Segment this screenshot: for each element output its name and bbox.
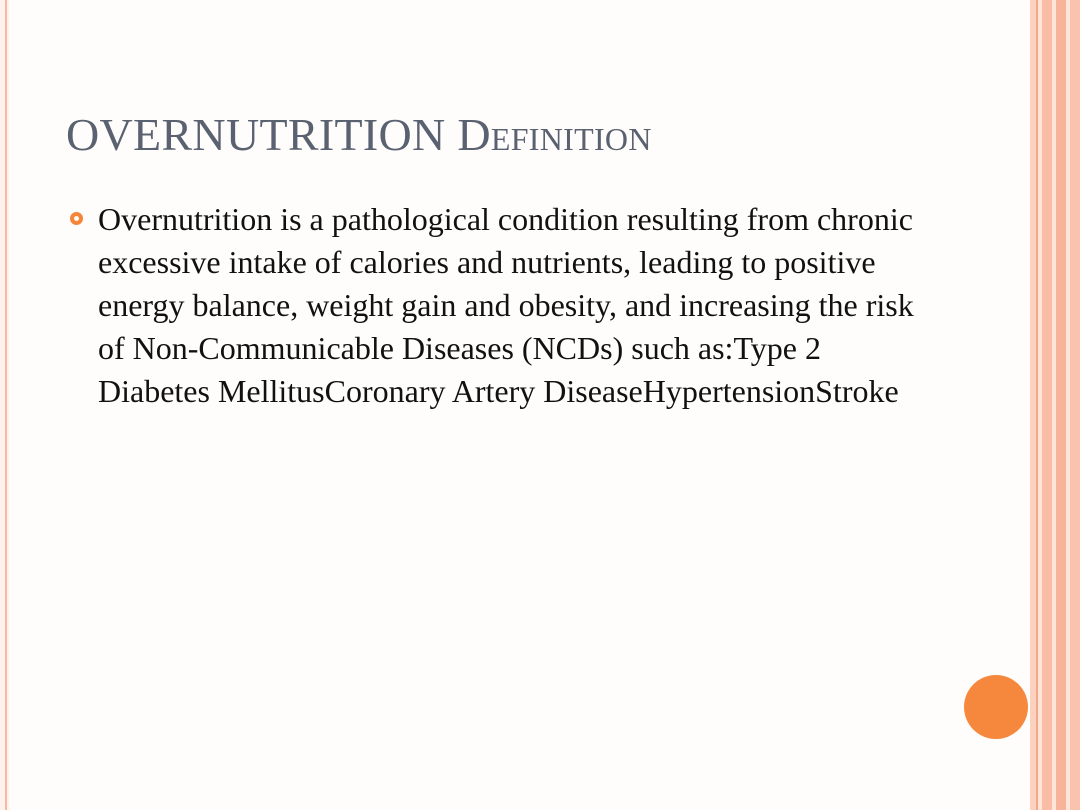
orange-circle-decoration — [964, 675, 1028, 739]
bullet-item: Overnutrition is a pathological condition resulting from chronic excessive intake of calories and nutrients, leading to positive energy balance, weight gain and obesity, and increasing the risk of Non-Communicable Diseases (NCDs) such as:Type 2 Diabetes MellitusCoronary Artery DiseaseHypertensionStroke — [98, 201, 914, 409]
title-main: OVERNUTRITION — [66, 109, 458, 160]
left-border-decoration — [0, 0, 9, 810]
title-smallcaps: Definition — [457, 109, 652, 160]
hollow-circle-bullet-icon — [70, 212, 83, 225]
right-border-decoration — [1030, 0, 1080, 810]
bullet-list — [66, 198, 946, 413]
slide-title — [66, 107, 946, 162]
